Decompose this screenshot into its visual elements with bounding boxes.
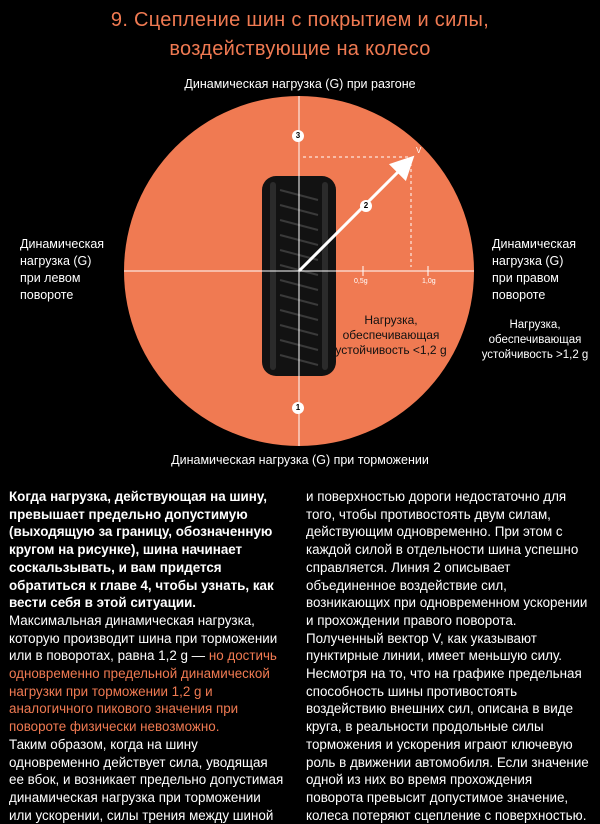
accent-text: но достичь одновременно предельной динамической нагрузки при торможении 1,2 g и аналогичного пикового значения при повороте физически невозможно. [9,648,277,735]
label-left-line: повороте [20,288,74,302]
paragraph-text: Максимальная динамическая нагрузка, которую производит шина при торможении или в поворотах, равна 1,2 g — [9,612,278,664]
body-paragraph [9,612,285,736]
marker-1: 1 [292,402,304,414]
label-load-under-limit [316,313,466,358]
label-left-line: нагрузка (G) [20,254,92,268]
label-right-line: Динамическая [492,237,577,251]
vector-label: V [416,146,422,155]
tick-label-05: 0,5g [354,278,368,285]
label-right-line: нагрузка (G) [492,254,564,268]
label-right-line: при правом [492,271,559,285]
label-load-over-limit [470,318,600,363]
label-braking: Динамическая нагрузка (G) при торможении [171,453,429,467]
body-paragraph: Таким образом, когда на шину одновременно действует сила, уводящая ее вбок, и возникает предельно допустимая динамическая нагрузка при торможении или ускорении, силы трения между шиной [9,736,284,823]
label-acceleration: Динамическая нагрузка (G) при разгоне [184,77,416,91]
tick-label-10: 1,0g [422,278,436,285]
text-column-right [306,488,592,824]
text-column-left [9,488,285,824]
marker-2: 2 [360,200,372,212]
label-left-line: Динамическая [20,237,105,251]
title-line-2: воздействующие на колесо [169,38,431,60]
label-left-turn [20,236,130,304]
label-right-turn [492,236,600,304]
title-line-1: 9. Сцепление шин с покрытием и силы, [110,9,490,31]
label-inner-line: Нагрузка, [364,313,418,327]
label-inner-line: устойчивость <1,2 g [335,343,447,357]
body-paragraph: и поверхностью дороги недостаточно для того, чтобы противостоять двум силам, действующим одновременно. При этом с каждой силой в отдельности шина успешно справляется. Линия 2 описывает объединенное воздействие сил, возникающих при одновременном ускорении и прохождении правого поворота. Полученный вектор V, как указывают пунктирные линии, имеет меньшую силу. Несмотря на то, что на графике предельная способность шины противостоять воздействию внешних сил, описана в виде круга, в реальности продольные силы торможения и ускорения играют ключевую роль в движении автомобиля. Если значение одной из них во время прохождения поворота превысит допустимое значение, колеса потеряют сцепление с поверхностью. [306,489,589,823]
label-right-line: повороте [492,288,546,302]
label-outer-line: устойчивость >1,2 g [481,349,589,361]
label-outer-line: Нагрузка, [509,319,561,331]
marker-3: 3 [292,130,304,142]
label-left-line: при левом [20,271,81,285]
label-outer-line: обеспечивающая [488,334,582,346]
label-inner-line: обеспечивающая [342,328,440,342]
lead-paragraph: Когда нагрузка, действующая на шину, превышает предельно допустимую (выходящую за границу, обозначенную кругом на рисунке), шина начинает соскальзывать, и вам придется обратиться к главе 4, чтобы узнать, как вести себя в этой ситуации. [9,489,274,611]
